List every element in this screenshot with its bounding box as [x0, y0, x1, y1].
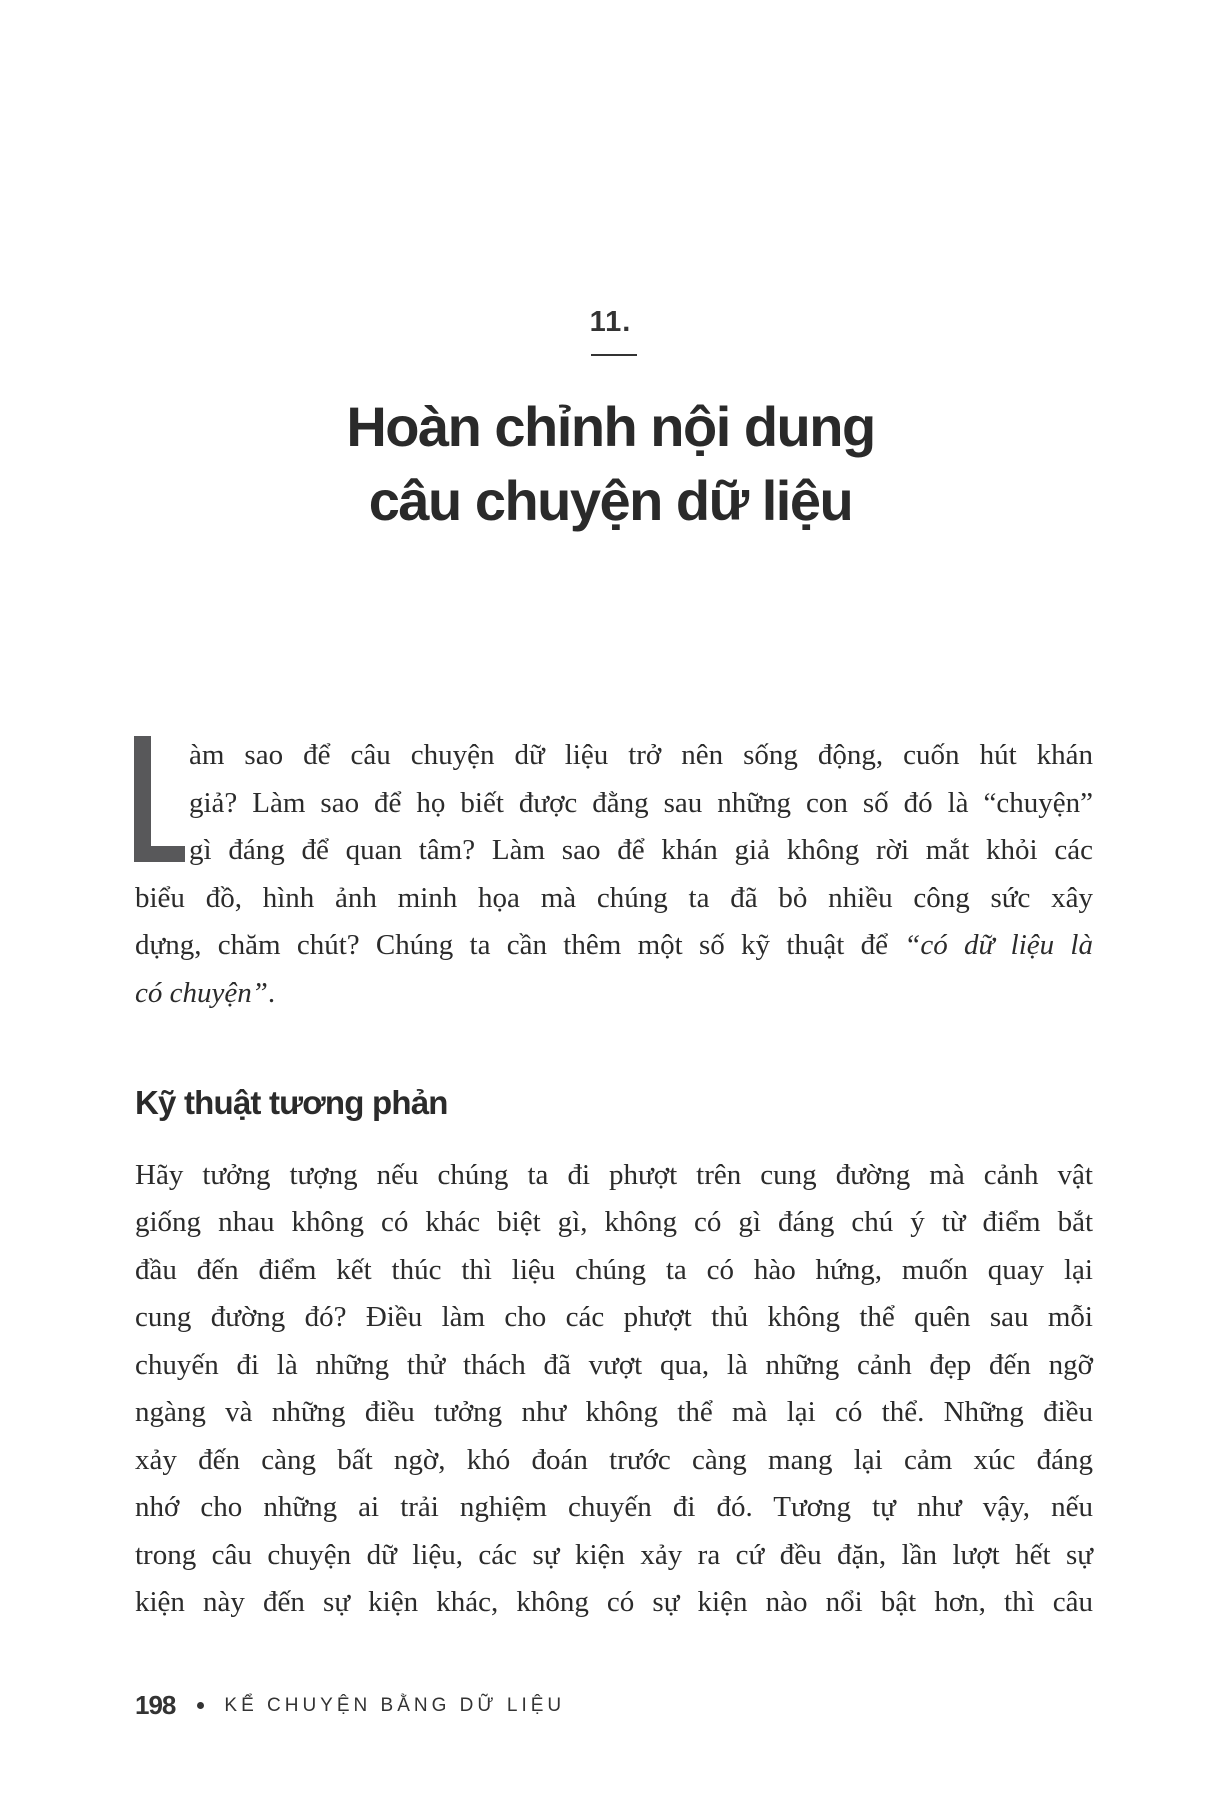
- intro-line: [135, 928, 1093, 962]
- intro-line: giả? Làm sao để họ biết được đằng sau những con số đó là “chuyện”: [189, 787, 1093, 819]
- intro-line: biểu đồ, hình ảnh minh họa mà chúng ta đã bỏ nhiều công sức xây: [135, 882, 1093, 914]
- intro-quote-italic: “có dữ liệu là: [904, 929, 1093, 961]
- chapter-title-line-1: Hoàn chỉnh nội dung: [346, 395, 875, 458]
- body-line: giống nhau không có khác biệt gì, không có gì đáng chú ý từ điểm bắt: [135, 1206, 1093, 1238]
- body-line: chuyến đi là những thử thách đã vượt qua, là những cảnh đẹp đến ngỡ: [135, 1349, 1093, 1381]
- drop-cap-stem: [134, 736, 151, 862]
- section-heading: Kỹ thuật tương phản: [135, 1084, 448, 1121]
- intro-quote-italic-end: có chuyện”: [135, 977, 268, 1009]
- body-line: ngàng và những điều tưởng như không thể mà lại có thể. Những điều: [135, 1396, 1093, 1428]
- chapter-number: 11.: [589, 306, 632, 338]
- intro-line: gì đáng để quan tâm? Làm sao để khán giả không rời mắt khỏi các: [189, 834, 1093, 866]
- drop-cap-letter: [134, 736, 185, 862]
- body-line: Hãy tưởng tượng nếu chúng ta đi phượt trên cung đường mà cảnh vật: [135, 1159, 1093, 1191]
- intro-line: [135, 976, 1093, 1010]
- chapter-title-line-2: câu chuyện dữ liệu: [368, 469, 853, 532]
- drop-cap-foot: [134, 846, 185, 862]
- intro-period: .: [267, 977, 276, 1009]
- page-footer: [135, 1690, 565, 1721]
- body-line: kiện này đến sự kiện khác, không có sự kiện nào nổi bật hơn, thì câu: [135, 1586, 1093, 1618]
- body-line: cung đường đó? Điều làm cho các phượt thủ không thể quên sau mỗi: [135, 1301, 1093, 1333]
- body-line: đầu đến điểm kết thúc thì liệu chúng ta có hào hứng, muốn quay lại: [135, 1254, 1093, 1286]
- body-line: xảy đến càng bất ngờ, khó đoán trước càng mang lại cảm xúc đáng: [135, 1444, 1093, 1476]
- intro-text: dựng, chăm chút? Chúng ta cần thêm một số kỹ thuật để: [135, 929, 905, 961]
- page-number: 198: [135, 1690, 176, 1720]
- body-line: nhớ cho những ai trải nghiệm chuyến đi đó. Tương tự như vậy, nếu: [135, 1491, 1093, 1523]
- running-title: KỂ CHUYỆN BẰNG DỮ LIỆU: [224, 1694, 566, 1716]
- chapter-number-underline: [591, 354, 637, 356]
- body-line: trong câu chuyện dữ liệu, các sự kiện xảy ra cứ đều đặn, lần lượt hết sự: [135, 1539, 1093, 1571]
- bullet-separator-icon: [197, 1702, 204, 1709]
- intro-line: àm sao để câu chuyện dữ liệu trở nên sống động, cuốn hút khán: [189, 739, 1093, 771]
